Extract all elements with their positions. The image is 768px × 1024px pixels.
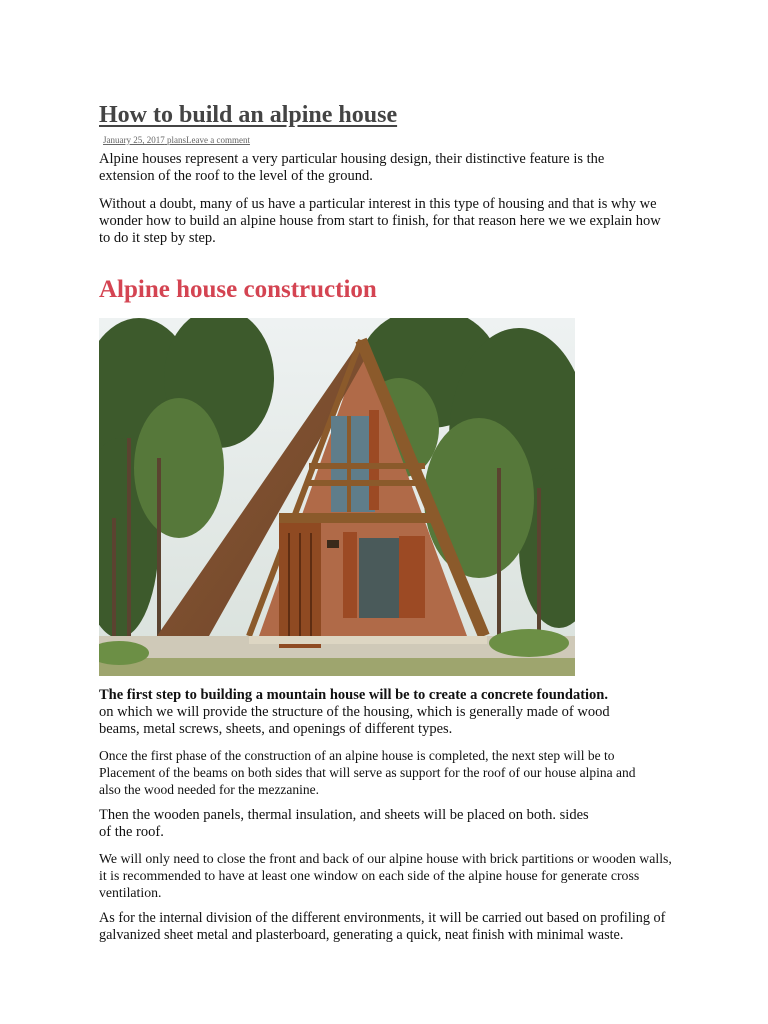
step-4-paragraph: We will only need to close the front and back of our alpine house with brick partitions or wooden walls, it is recommended to have at least one window on each side of the alpine house for generate cross ventilation. — [99, 851, 672, 900]
step-1-paragraph: on which we will provide the structure of the housing, which is generally made of wood beams, metal screws, sheets, and openings of different types. — [99, 704, 610, 737]
step-1-lead: The first step to building a mountain house will be to create a concrete foundation. — [99, 687, 608, 703]
article — [99, 100, 689, 944]
post-date-link[interactable]: January 25, 2017 — [103, 135, 165, 145]
leave-comment-link[interactable]: Leave a comment — [186, 135, 250, 145]
article-meta — [99, 130, 689, 148]
step-2-paragraph: Once the first phase of the construction of an alpine house is completed, the next step will be to Placement of the beams on both sides that will serve as support for the roof of our house alpina and also the wood needed for the mezzanine. — [99, 748, 636, 797]
step-5-paragraph: As for the internal division of the different environments, it will be carried out based on profiling of galvanized sheet metal and plasterboard, generating a quick, neat finish with minimal waste. — [99, 910, 666, 943]
step-3-paragraph: Then the wooden panels, thermal insulation, and sheets will be placed on both. sides of the roof. — [99, 807, 589, 840]
intro-paragraph-1: Alpine houses represent a very particular housing design, their distinctive feature is the extension of the roof to the level of the ground. — [99, 151, 605, 184]
category-link[interactable]: plans — [167, 135, 186, 145]
article-title[interactable]: How to build an alpine house — [99, 102, 398, 128]
section-heading: Alpine house construction — [99, 276, 377, 303]
alpine-house-photo — [99, 318, 575, 676]
intro-paragraph-2: Without a doubt, many of us have a particular interest in this type of housing and that is why we wonder how to build an alpine house from start to finish, for that reason here we we explain how to do it step by step. — [99, 196, 661, 246]
